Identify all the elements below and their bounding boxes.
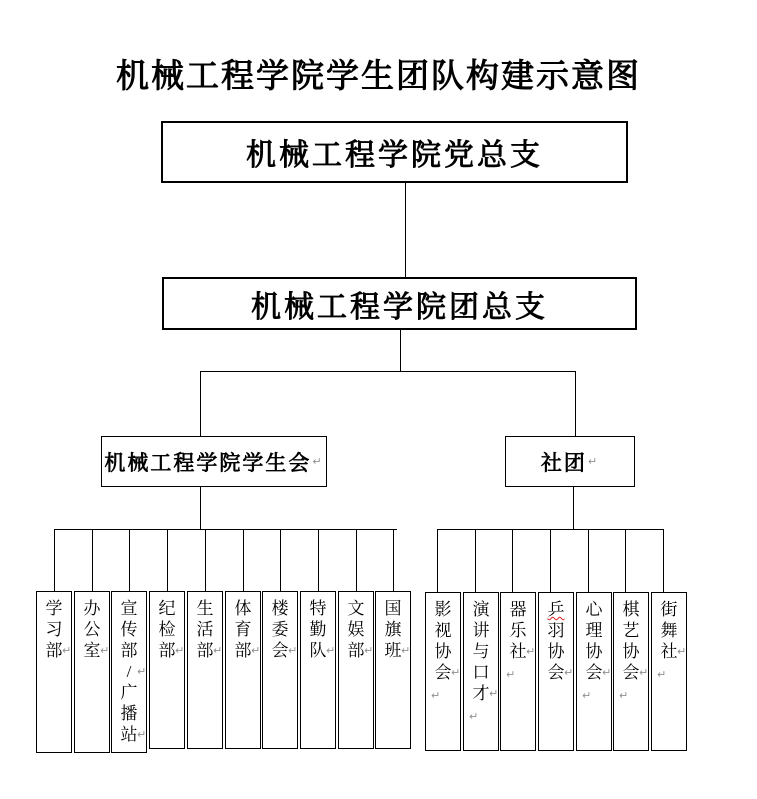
vertical-char: 与 — [472, 642, 490, 661]
connector-club-drop — [512, 529, 513, 592]
vertical-char: 部 ↵ — [234, 641, 261, 660]
return-mark: ↵ — [587, 455, 600, 468]
vertical-char: 习 — [45, 620, 63, 639]
vertical-char: 社 ↵ — [660, 642, 687, 661]
empty-paragraph — [464, 704, 498, 725]
node-party-branch — [161, 121, 628, 183]
club_list-box — [613, 592, 649, 751]
connector-union-drop — [129, 529, 130, 591]
club_list-box — [538, 592, 574, 751]
vertical-char: 棋 — [622, 600, 640, 619]
connector-union-drop — [92, 529, 93, 591]
vertical-char: 视 — [434, 621, 452, 640]
vertical-char: 特 — [309, 599, 327, 618]
connector-to-clubs — [575, 371, 576, 436]
empty-paragraph — [501, 662, 535, 683]
union_departments-box — [375, 591, 411, 749]
return-mark: ↵ — [62, 644, 72, 657]
connector-club-drop — [437, 529, 438, 592]
vertical-char: 室 ↵ — [83, 641, 110, 660]
vertical-char: 器 — [509, 600, 527, 619]
vertical-char: 传 — [120, 620, 138, 639]
connector-union-drop — [280, 529, 281, 591]
vertical-char: 检 — [158, 620, 176, 639]
vertical-char: 宣 — [120, 599, 138, 618]
connector-union-drop — [318, 529, 319, 591]
connector-club-drop — [625, 529, 626, 592]
return-mark: ↵ — [506, 668, 516, 681]
connector-league-stem — [400, 330, 401, 371]
node-student-union — [101, 436, 327, 487]
union_departments-box — [74, 591, 110, 753]
vertical-char: 协 — [434, 642, 452, 661]
return-mark: ↵ — [564, 666, 574, 679]
club_list-box — [576, 592, 612, 751]
connector-union-horizontal — [54, 529, 397, 530]
empty-paragraph — [577, 683, 611, 704]
return-mark: ↵ — [137, 665, 147, 678]
vertical-char: 部 ↵ — [45, 641, 72, 660]
return-mark: ↵ — [526, 645, 536, 658]
node-league-branch-label: 机械工程学院团总支 — [251, 290, 548, 324]
connector-to-student-union — [200, 371, 201, 436]
vertical-char: 委 — [271, 620, 289, 639]
vertical-char: 公 — [83, 620, 101, 639]
connector-union-drop — [356, 529, 357, 591]
connector-clubs-stem — [573, 487, 574, 529]
vertical-char: 才 ↵ — [472, 684, 499, 703]
return-mark: ↵ — [326, 644, 336, 657]
vertical-char: 楼 — [271, 599, 289, 618]
return-mark: ↵ — [100, 644, 110, 657]
connector-union-stem — [200, 487, 201, 529]
return-mark: ↵ — [489, 687, 499, 700]
club_list-box — [651, 592, 687, 751]
return-mark: ↵ — [639, 666, 649, 679]
connector-union-drop — [243, 529, 244, 591]
connector-union-drop — [205, 529, 206, 591]
union_departments-box — [36, 591, 72, 753]
vertical-char: 班 ↵ — [384, 641, 411, 660]
return-mark: ↵ — [602, 666, 612, 679]
vertical-char: 演 — [472, 600, 490, 619]
return-mark: ↵ — [175, 644, 185, 657]
vertical-char: 部 — [120, 641, 138, 660]
return-mark: ↵ — [469, 710, 479, 723]
union_departments-box — [149, 591, 185, 749]
return-mark: ↵ — [401, 644, 411, 657]
return-mark: ↵ — [288, 644, 298, 657]
return-mark: ↵ — [451, 666, 461, 679]
vertical-char: 讲 — [472, 621, 490, 640]
vertical-char: 羽 — [547, 621, 565, 640]
empty-paragraph — [614, 683, 648, 704]
vertical-char: 协 — [585, 642, 603, 661]
vertical-char: 部 ↵ — [347, 641, 374, 660]
vertical-char: 协 — [622, 642, 640, 661]
connector-union-drop — [54, 529, 55, 591]
vertical-char: 勤 — [309, 620, 327, 639]
vertical-char: 艺 — [622, 621, 640, 640]
vertical-char: 街 — [660, 600, 678, 619]
vertical-char: 会 ↵ — [434, 663, 461, 682]
vertical-char: 舞 — [660, 621, 678, 640]
return-mark: ↵ — [619, 689, 629, 702]
vertical-char: 乒 — [547, 600, 565, 619]
union_departments-box — [225, 591, 261, 749]
connector-club-drop — [663, 529, 664, 592]
node-student-union-label: 机械工程学院学生会 — [104, 450, 312, 475]
vertical-char: 队 ↵ — [309, 641, 336, 660]
vertical-char: 办 — [83, 599, 101, 618]
vertical-char: 播 — [120, 704, 138, 723]
empty-paragraph — [426, 683, 460, 704]
vertical-char: 会 ↵ — [585, 663, 612, 682]
vertical-char: 体 — [234, 599, 252, 618]
union_departments-box — [262, 591, 298, 749]
vertical-char: 广 — [120, 683, 138, 702]
vertical-char: 育 — [234, 620, 252, 639]
vertical-char: 会 ↵ — [271, 641, 298, 660]
return-mark: ↵ — [582, 689, 592, 702]
chart-title: 机械工程学院学生团队构建示意图 — [116, 59, 641, 95]
union_departments-box — [338, 591, 374, 749]
connector-club-drop — [588, 529, 589, 592]
vertical-char: 社 ↵ — [509, 642, 536, 661]
vertical-char: 纪 — [158, 599, 176, 618]
connector-union-drop — [393, 529, 394, 591]
vertical-char: 国 — [384, 599, 402, 618]
node-clubs-label: 社团 — [540, 450, 587, 475]
union_departments-box — [187, 591, 223, 749]
connector-split-horizontal — [200, 371, 576, 372]
return-mark: ↵ — [657, 668, 667, 681]
union_departments-box — [300, 591, 336, 749]
vertical-char: 心 — [585, 600, 603, 619]
vertical-char: 生 — [196, 599, 214, 618]
return-mark: ↵ — [364, 644, 374, 657]
vertical-char: 学 — [45, 599, 63, 618]
return-mark: ↵ — [312, 455, 324, 468]
empty-paragraph — [652, 662, 686, 683]
vertical-char: 乐 — [509, 621, 527, 640]
vertical-char: / ↵ — [126, 662, 147, 681]
connector-union-drop — [167, 529, 168, 591]
vertical-char: 娱 — [347, 620, 365, 639]
node-clubs — [505, 436, 635, 487]
vertical-char: 旗 — [384, 620, 402, 639]
connector-club-drop — [475, 529, 476, 592]
union_departments-box — [111, 591, 147, 753]
return-mark: ↵ — [431, 689, 441, 702]
return-mark: ↵ — [137, 728, 147, 741]
vertical-char: 口 — [472, 663, 490, 682]
connector-party-to-league — [405, 183, 406, 277]
vertical-char: 影 — [434, 600, 452, 619]
node-party-branch-label: 机械工程学院党总支 — [246, 139, 543, 172]
return-mark: ↵ — [251, 644, 261, 657]
return-mark: ↵ — [677, 645, 687, 658]
return-mark: ↵ — [213, 644, 223, 657]
vertical-char: 活 — [196, 620, 214, 639]
connector-club-drop — [550, 529, 551, 592]
club_list-box — [463, 592, 499, 751]
node-league-branch — [162, 277, 637, 330]
vertical-char: 文 — [347, 599, 365, 618]
vertical-char: 部 ↵ — [158, 641, 185, 660]
club_list-box — [425, 592, 461, 751]
club_list-box — [500, 592, 536, 751]
vertical-char: 会 ↵ — [622, 663, 649, 682]
vertical-char: 理 — [585, 621, 603, 640]
vertical-char: 协 — [547, 642, 565, 661]
vertical-char: 站 ↵ — [120, 725, 147, 744]
vertical-char: 部 ↵ — [196, 641, 223, 660]
vertical-char: 会 ↵ — [547, 663, 574, 682]
